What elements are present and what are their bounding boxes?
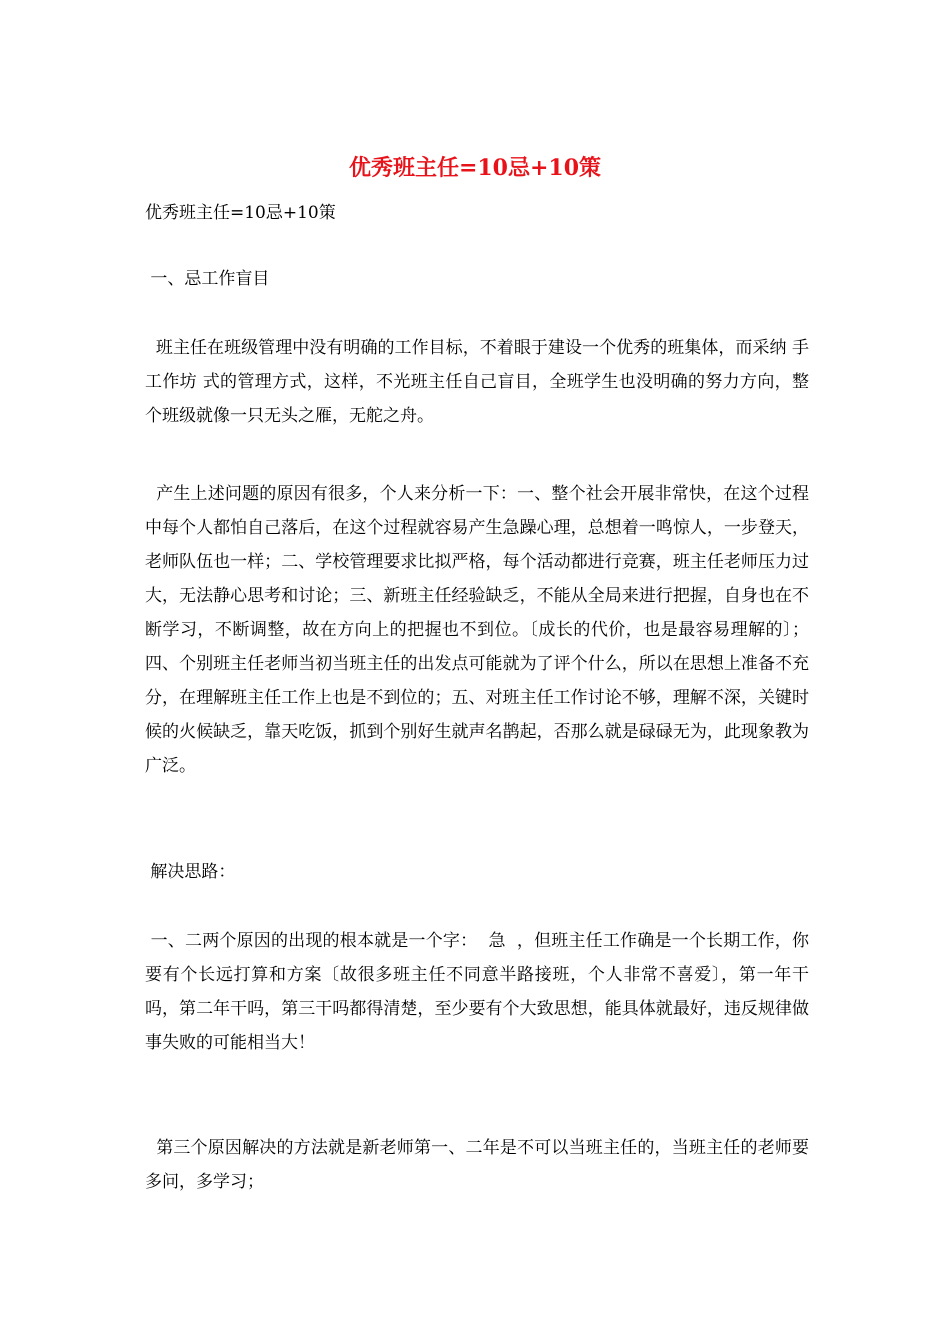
paragraph-3: 一、二两个原因的出现的根本就是一个字： 急 ，但班主任工作确是一个长期工作，你要有个长远打算和方案〔故很多班主任不同意半路接班，个人非常不喜爱〕，第一年干吗，第二年干吗，第三干吗都得清楚，至少要有个大致思想，能具体就最好，违反规律做事失败的可能相当大！ (145, 931, 809, 1053)
section-heading-avoid-blind-work: 一、忌工作盲目 (145, 269, 270, 289)
section-heading-solutions: 解决思路： (145, 862, 236, 882)
document-title: 优秀班主任=10忌+10策 (348, 155, 602, 181)
paragraph-2: 产生上述问题的原因有很多，个人来分析一下：一、整个社会开展非常快，在这个过程中每个人都怕自己落后，在这个过程就容易产生急躁心理，总想着一鸣惊人，一步登天，老师队伍也一样；二、学校管理要求比拟严格，每个活动都进行竞赛，班主任老师压力过大，无法静心思考和讨论；三、新班主任经验缺乏，不能从全局来进行把握，自身也在不断学习，不断调整，故在方向上的把握也不到位。〔成长的代价，也是最容易理解的〕；四、个别班主任老师当初当班主任的出发点可能就为了评个什么，所以在思想上准备不充分，在理解班主任工作上也是不到位的；五、对班主任工作讨论不够，理解不深，关键时候的火候缺乏，靠天吃饭，抓到个别好生就声名鹊起，否那么就是碌碌无为，此现象教为广泛。 (145, 484, 810, 776)
document-subtitle: 优秀班主任=10忌+10策 (145, 203, 336, 223)
paragraph-1: 班主任在班级管理中没有明确的工作目标，不着眼于建设一个优秀的班集体，而采纳 手工作坊 式的管理方式，这样，不光班主任自己盲目，全班学生也没明确的努力方向，整个班级就像一只无头之雁，无舵之舟。 (145, 338, 810, 426)
paragraph-4: 第三个原因解决的方法就是新老师第一、二年是不可以当班主任的，当班主任的老师要多问，多学习； (145, 1138, 810, 1192)
